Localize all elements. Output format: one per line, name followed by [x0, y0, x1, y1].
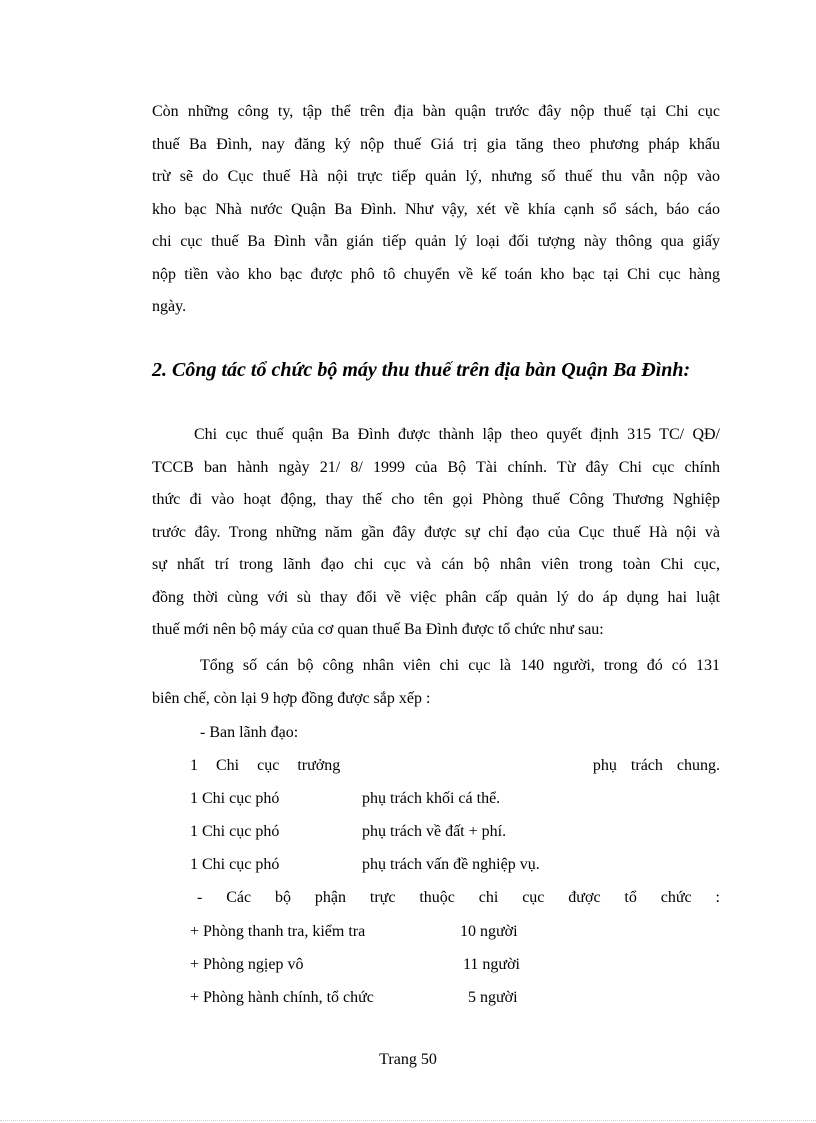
text-line: Tổng số cán bộ công nhân viên chi cục là 140 người, trong đó có 131 — [200, 657, 720, 674]
leadership-duty: phụ trách khối cá thể. — [362, 790, 501, 807]
leadership-duty: phụ trách chung. — [592, 757, 720, 774]
department-name: + Phòng ngịep vô — [190, 956, 304, 973]
leadership-row — [190, 754, 720, 778]
text-line: đồng thời cùng với sù thay đổi về việc phân cấp quản lý do áp dụng hai luật — [152, 588, 720, 606]
leadership-row — [190, 820, 507, 844]
department-name: + Phòng hành chính, tổ chức — [190, 989, 374, 1006]
text-line: biên chế, còn lại 9 hợp đồng được sắp xếp : — [152, 689, 431, 707]
section-heading: 2. Công tác tổ chức bộ máy thu thuế trên địa bàn Quận Ba Đình: — [152, 359, 691, 381]
leadership-duty: phụ trách vấn đề nghiệp vụ. — [362, 856, 540, 873]
department-count: 11 người — [463, 956, 520, 973]
department-row — [190, 953, 520, 977]
text-line: trừ sẽ do Cục thuế Hà nội trực tiếp quản lý, nhưng số thuế thu vẫn nộp vào — [152, 168, 720, 185]
leadership-role: 1 Chi cục phó — [190, 790, 280, 807]
leadership-duty: phụ trách về đất + phí. — [362, 823, 507, 840]
text-line: thuế Ba Đình, nay đăng ký nộp thuế Giá trị gia tăng theo phương pháp khấu — [152, 135, 720, 153]
leadership-row — [190, 787, 501, 811]
text-line: trước đây. Trong những năm gần đây được sự chỉ đạo của Cục thuế Hà nội và — [152, 523, 720, 541]
page-bottom-divider — [0, 1120, 816, 1121]
leadership-row — [190, 853, 540, 877]
paragraph-1 — [152, 96, 720, 324]
leadership-role: 1 Chi cục phó — [190, 856, 280, 873]
text-line: chi cục thuế Ba Đình vẫn gián tiếp quản lý loại đối tượng này thông qua giấy — [152, 233, 720, 250]
paragraph-2 — [152, 419, 720, 647]
text-line: kho bạc Nhà nước Quận Ba Đình. Như vậy, xét về khía cạnh sổ sách, báo cáo — [152, 200, 720, 218]
text-line: Còn những công ty, tập thể trên địa bàn quận trước đây nộp thuế tại Chi cục — [152, 103, 720, 120]
text-line: nộp tiền vào kho bạc được phô tô chuyển về kế toán kho bạc tại Chi cục hàng — [152, 265, 720, 283]
leadership-role: 1 Chi cục phó — [190, 823, 280, 840]
page-number: Trang 50 — [379, 1051, 437, 1068]
departments-label: - Các bộ phận trực thuộc chi cục được tổ chức : — [197, 889, 720, 906]
text-line: sự nhất trí trong lãnh đạo chi cục và cán bộ nhân viên trong toàn Chi cục, — [152, 556, 720, 573]
text-line: thức đi vào hoạt động, thay thế cho tên gọi Phòng thuế Công Thương Nghiệp — [152, 491, 720, 508]
text-line: TCCB ban hành ngày 21/ 8/ 1999 của Bộ Tài chính. Từ đây Chi cục chính — [152, 458, 720, 476]
department-row — [190, 920, 518, 944]
department-row — [190, 986, 518, 1010]
text-line: ngày. — [152, 298, 187, 315]
department-count: 10 người — [460, 923, 518, 940]
department-name: + Phòng thanh tra, kiểm tra — [190, 923, 366, 940]
paragraph-3 — [152, 650, 720, 715]
department-count: 5 người — [468, 989, 518, 1006]
text-line: Chi cục thuế quận Ba Đình được thành lập theo quyết định 315 TC/ QĐ/ — [194, 426, 720, 443]
leadership-label: - Ban lãnh đạo: — [200, 724, 299, 741]
leadership-role: 1 Chi cục trưởng — [190, 757, 341, 774]
text-line: thuế mới nên bộ máy của cơ quan thuế Ba Đình được tổ chức như sau: — [152, 621, 604, 638]
